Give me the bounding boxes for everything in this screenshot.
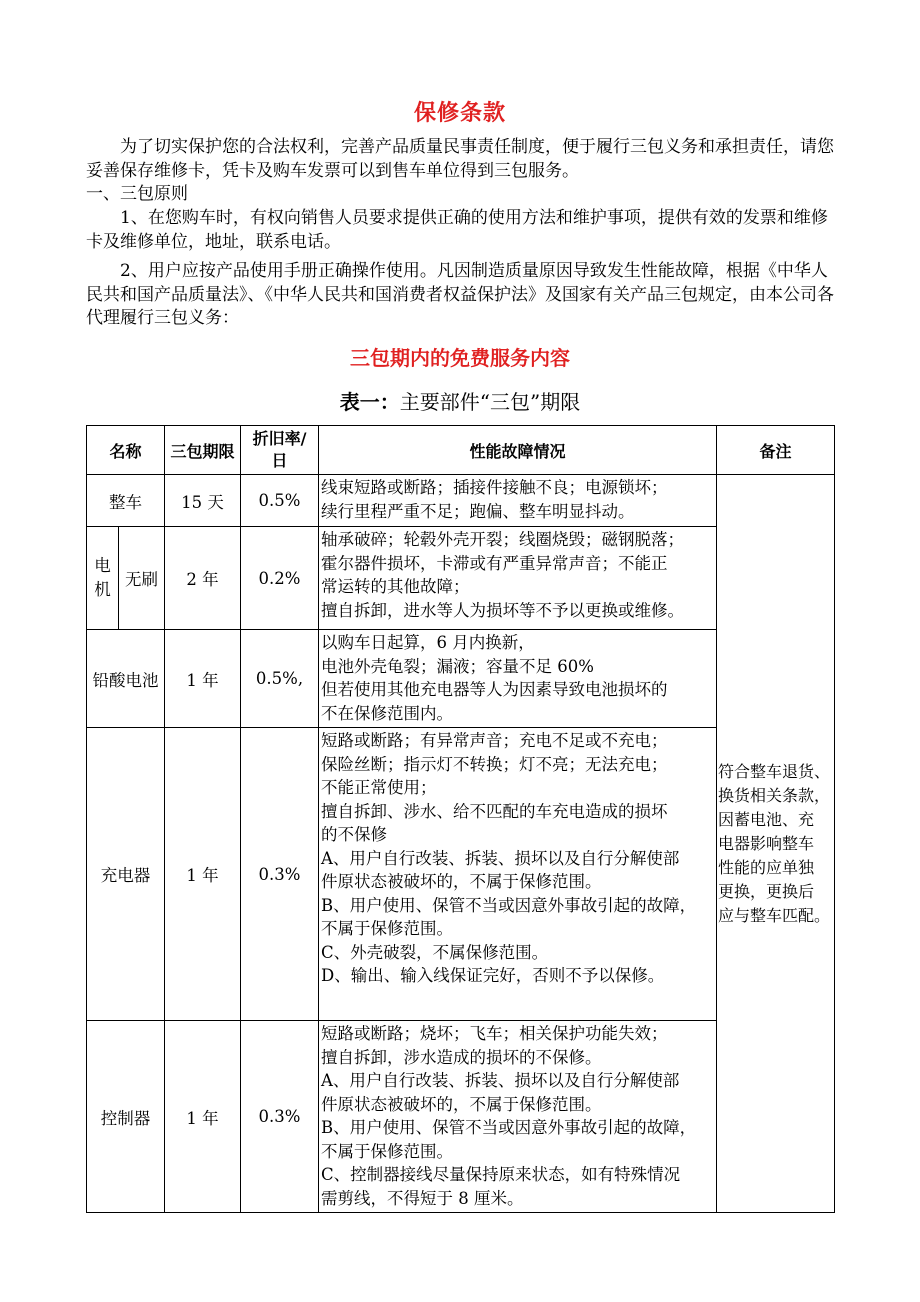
header-fault: 性能故障情况 [319,426,717,475]
fault-line: 轴承破碎；轮毂外壳开裂；线圈烧毁；磁钢脱落； [321,530,685,549]
row-period: 1 年 [165,728,241,1021]
row-name-group [87,527,119,630]
fault-line: 电池外壳龟裂；漏液；容量不足 60% [321,656,594,676]
fault-line: 常运转的其他故障； [321,577,470,596]
row-rate: 0.3% [241,728,319,1021]
fault-line: 以购车日起算，6 月内换新， [321,633,535,652]
principle-2: 2、用户应按产品使用手册正确操作使用。凡因制造质量原因导致发生性能故障，根据《中华人民共和国产品质量法》、《中华人民共和国消费者权益保护法》及国家有关产品三包规定，由本公司各代理履行三包义务： [86,261,834,328]
row-period: 1 年 [165,1021,241,1213]
row-rate: 0.5%, [241,630,319,728]
section-heading: 一、三包原则 [86,184,188,204]
row-fault [319,1021,717,1213]
fault-line: B、用户使用、保管不当或因意外事故引起的故障， [321,895,697,915]
table-header-row [87,426,835,475]
remark-line: 因蓄电池、充 [718,809,815,829]
fault-line: 擅自拆卸，涉水造成的损坏的不保修。 [321,1047,602,1067]
fault-line: 的不保修 [321,825,388,844]
row-name: 充电器 [87,728,165,1021]
row-name-sub: 无刷 [119,527,165,630]
header-name: 名称 [87,426,165,475]
remark-line: 性能的应单独 [718,857,815,877]
header-rate-line1: 折旧率/ [252,429,307,448]
fault-line: 擅自拆卸、涉水、给不匹配的车充电造成的损坏 [321,801,668,821]
fault-line: B、用户使用、保管不当或因意外事故引起的故障， [321,1118,697,1137]
fault-line: 续行里程严重不足；跑偏、整车明显抖动。 [321,501,635,521]
remark-line: 换货相关条款， [718,785,831,805]
fault-line: 霍尔器件损坏，卡滞或有严重异常声音；不能正 [321,553,668,573]
fault-line: 但若使用其他充电器等人为因素导致电池损坏的 [321,680,668,699]
header-rate-line2: 日 [271,451,288,470]
fault-line: D、输出、输入线保证完好，否则不予以保修。 [321,966,665,985]
fault-line: C、外壳破裂，不属保修范围。 [321,942,549,962]
table-caption [0,386,920,415]
row-period: 15 天 [165,475,241,527]
row-name-char: 机 [94,580,111,599]
fault-line: 件原状态被破坏的，不属于保修范围。 [321,1094,602,1114]
row-fault [319,475,717,527]
remark-line: 符合整车退货、 [718,761,831,781]
header-remark: 备注 [717,426,835,475]
fault-line: 需剪线，不得短于 8 厘米。 [321,1188,524,1208]
row-period: 2 年 [165,527,241,630]
row-fault [319,630,717,728]
row-name-char: 电 [94,556,111,575]
fault-line: 擅自拆卸，进水等人为损坏等不予以更换或维修。 [321,600,685,620]
fault-line: 保险丝断；指示灯不转换；灯不亮；无法充电； [321,754,668,774]
intro-paragraph: 为了切实保护您的合法权利，完善产品质量民事责任制度，便于履行三包义务和承担责任，请您妥善保存维修卡，凭卡及购车发票可以到售车单位得到三包服务。 [86,137,834,181]
fault-line: 不属于保修范围。 [321,919,454,938]
fault-line: 短路或断路；烧坏；飞车；相关保护功能失效； [321,1024,668,1043]
row-rate: 0.5% [241,475,319,527]
page-title: 保修条款 [413,100,506,126]
row-name: 控制器 [87,1021,165,1213]
remark-line: 电器影响整车 [718,833,815,853]
row-fault [319,527,717,630]
fault-line: A、用户自行改装、拆装、损坏以及自行分解使部 [321,1071,680,1090]
row-name: 铅酸电池 [87,630,165,728]
fault-line: 不能正常使用； [321,778,437,797]
table-caption-text: 主要部件“三包”期限 [399,390,581,414]
fault-line: C、控制器接线尽量保持原来状态，如有特殊情况 [321,1165,681,1184]
section-subtitle: 三包期内的免费服务内容 [350,346,570,370]
fault-line: A、用户自行改装、拆装、损坏以及自行分解使部 [321,848,680,868]
principle-1: 1、在您购车时，有权向销售人员要求提供正确的使用方法和维护事项，提供有效的发票和维修卡及维修单位，地址，联系电话。 [86,208,828,252]
row-name: 整车 [87,475,165,527]
row-period: 1 年 [165,630,241,728]
table-row [87,475,835,527]
header-rate [241,426,319,475]
remark-cell [717,475,835,1213]
row-fault [319,728,717,1021]
fault-line: 线束短路或断路；插接件接触不良；电源锁坏； [321,478,668,497]
remark-line: 应与整车匹配。 [718,905,831,925]
row-rate: 0.3% [241,1021,319,1213]
fault-line: 不在保修范围内。 [321,703,454,723]
table-caption-label: 表一： [339,390,400,414]
fault-line: 不属于保修范围。 [321,1141,454,1161]
header-period: 三包期限 [165,426,241,475]
row-rate: 0.2% [241,527,319,630]
fault-line: 件原状态被破坏的，不属于保修范围。 [321,872,602,891]
fault-line: 短路或断路；有异常声音；充电不足或不充电； [321,731,668,750]
warranty-table [86,425,835,1213]
remark-line: 更换，更换后 [718,881,815,901]
